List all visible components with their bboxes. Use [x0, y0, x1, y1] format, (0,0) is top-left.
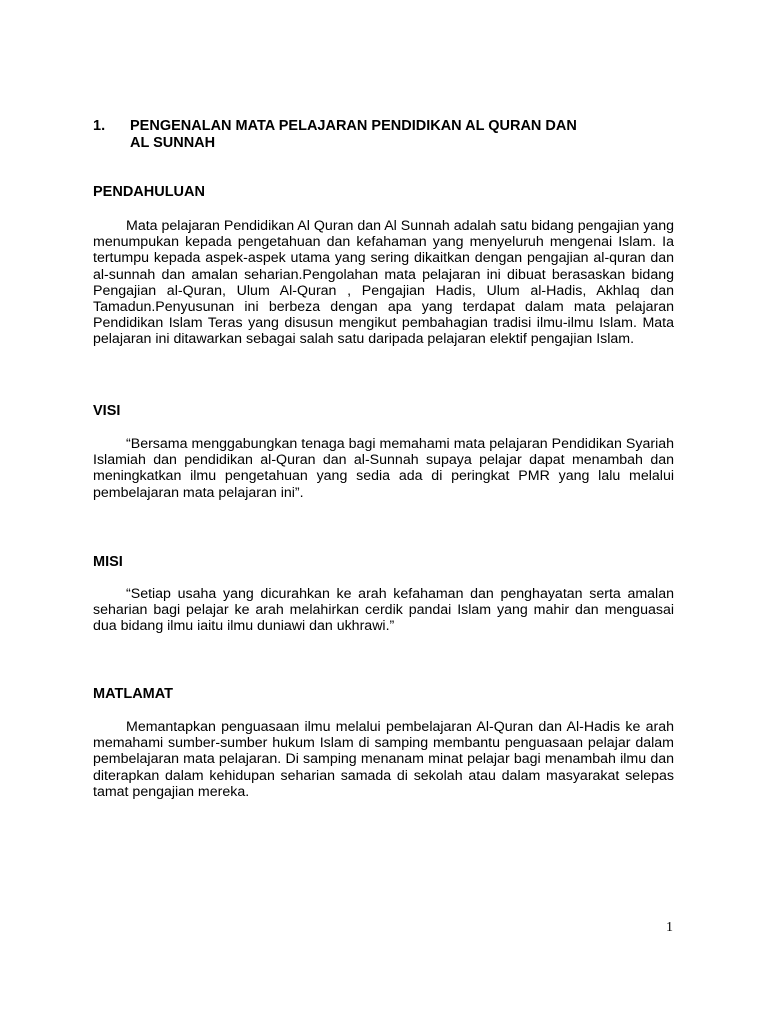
heading-matlamat: MATLAMAT: [93, 686, 173, 702]
paragraph-pendahuluan: Mata pelajaran Pendidikan Al Quran dan Al Sunnah adalah satu bidang pengajian yang menumpukan kepada pengetahuan dan kefahaman yang menyeluruh mengenai Islam. Ia tertumpu kepada aspek-aspek utama yang sering dikaitkan dengan pengajian al-quran dan al-sunnah dan amalan seharian.Pengolahan mata pelajaran ini dibuat berasaskan bidang Pengajian al-Quran, Ulum Al-Quran , Pengajian Hadis, Ulum al-Hadis, Akhlaq dan Tamadun.Penyusunan ini berbeza dengan apa yang terdapat dalam mata pelajaran Pendidikan Islam Teras yang disusun mengikut pembahagian tradisi ilmu-ilmu Islam. Mata pelajaran ini ditawarkan sebagai salah satu daripada pelajaran elektif pengajian Islam.: [93, 218, 674, 348]
heading-misi: MISI: [93, 554, 123, 570]
paragraph-misi: “Setiap usaha yang dicurahkan ke arah kefahaman dan penghayatan serta amalan seharian bagi pelajar ke arah melahirkan cerdik pandai Islam yang mahir dan menguasai dua bidang ilmu iaitu ilmu duniawi dan ukhrawi.”: [93, 586, 674, 635]
page-number: 1: [666, 920, 673, 935]
paragraph-matlamat: Memantapkan penguasaan ilmu melalui pembelajaran Al-Quran dan Al-Hadis ke arah memahami sumber-sumber hukum Islam di samping membantu penguasaan pelajar dalam pembelajaran mata pelajaran. Di samping menanam minat pelajar bagi menambah ilmu dan diterapkan dalam kehidupan seharian samada di sekolah atau dalam masyarakat selepas tamat pengajian mereka.: [93, 719, 674, 800]
paragraph-visi: “Bersama menggabungkan tenaga bagi memahami mata pelajaran Pendidikan Syariah Islamiah dan pendidikan al-Quran dan al-Sunnah supaya pelajar dapat menambah dan meningkatkan ilmu pengetahuan yang sedia ada di peringkat PMR yang lalu melalui pembelajaran mata pelajaran ini”.: [93, 436, 674, 501]
section-number: 1.: [93, 118, 106, 134]
heading-pendahuluan: PENDAHULUAN: [93, 184, 205, 200]
heading-visi: VISI: [93, 403, 121, 419]
title-line-1: PENGENALAN MATA PELAJARAN PENDIDIKAN AL QURAN DAN: [130, 118, 577, 134]
title-line-2: AL SUNNAH: [130, 135, 216, 151]
document-title: [93, 118, 693, 152]
